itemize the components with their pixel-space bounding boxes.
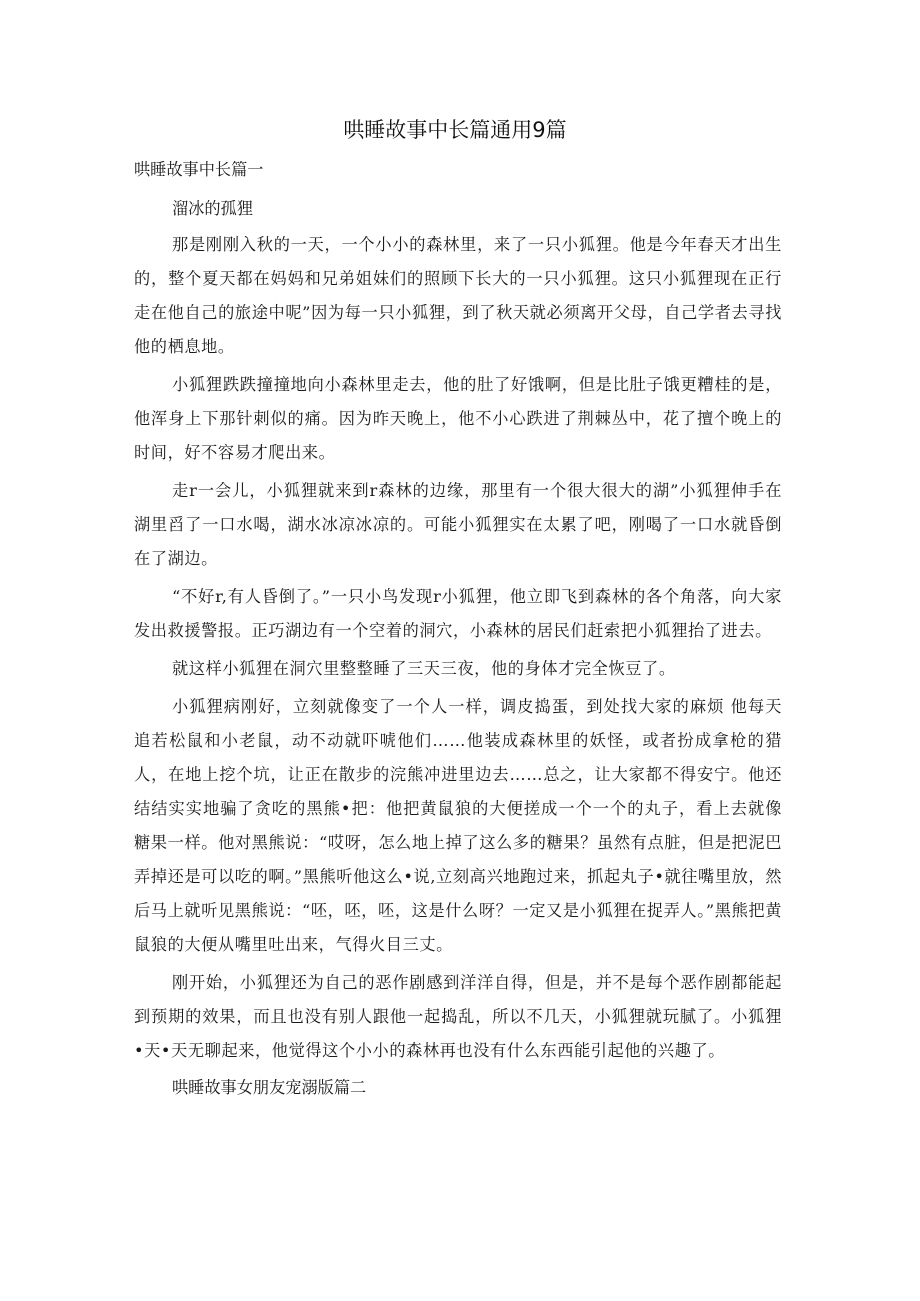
paragraph-2: 小狐狸跌跌撞撞地向小森林里走去，他的肚了好饿啊，但是比肚子饿更糟桂的是，他浑身上下那针刺似的痛。因为昨天晚上，他不小心跌进了荆棘丛中，花了擅个晚上的时间，好不容易才爬出来。 [134,375,782,462]
paragraph-5: 就这样小狐狸在洞穴里整整睡了三天三夜，他的身体才完全恢豆了。 [172,659,676,678]
paragraph-3: 走r一会儿，小狐狸就来到r森林的边缘，那里有一个很大很大的湖”小狐狸伸手在湖里舀了一口水喝，湖水冰凉冰凉的。可能小狐狸实在太累了吧，刚喝了一口水就昏倒在了湖边。 [134,481,782,568]
paragraph-4: “不好r,有人昏倒了。”一只小鸟发现r小狐狸，他立即飞到森林的各个角落，向大家发出救援警报。正巧湖边有一个空着的洞穴，小森林的居民们赶索把小狐狸抬了进去。 [134,587,782,640]
document-body [134,158,782,1105]
document-title: 哄睡故事中长篇通用9篇 [343,118,567,142]
section-heading: 哄睡故事中长篇一 [134,160,264,179]
paragraph-7: 刚开始，小狐狸还为自己的恶作剧感到洋洋自得，但是，并不是每个恶作剧都能起到预期的效果，而且也没有别人跟他一起捣乱，所以不几天，小狐狸就玩腻了。小狐狸•天•天无聊起来，他觉得这个小小的森林再也没有什么东西能引起他的兴趣了。 [134,973,782,1060]
next-section-heading: 哄睡故事女朋友宠溺版篇二 [172,1078,367,1097]
paragraph-6: 小狐狸病刚好，立刻就像变了一个人一样，调皮捣蛋，到处找大家的麻烦 他每天追若松鼠和小老鼠，动不动就吓唬他们……他装成森林里的妖怪，或者扮成拿枪的猎人，在地上挖个坑，让正在散步的浣熊冲进里边去……总之，让大家都不得安宁。他还结结实实地骗了贪吃的黑熊•把：他把黄鼠狼的大便搓成一个一个的丸子，看上去就像糖果一样。他对黑熊说：“哎呀，怎么地上掉了这么多的糖果？虽然有点脏，但是把泥巴弄掉还是可以吃的啊。”黑熊听他这么•说,立刻高兴地跑过来，抓起丸子•就往嘴里放，然后马上就听见黑熊说：“呸，呸，呸，这是什么呀？一定又是小狐狸在捉弄人。”黑熊把黄鼠狼的大便从嘴里吐出来，气得火目三丈。 [134,697,782,954]
paragraph-1: 那是刚刚入秋的一天，一个小小的森林里，来了一只小狐狸。他是今年春天才出生的，整个夏天都在妈妈和兄弟姐妹们的照顾下长大的一只小狐狸。这只小狐狸现在正行走在他自己的旅途中呢”因为每一只小狐狸，到了秋天就必须离开父母，自己学者去寻找他的栖息地。 [134,235,782,356]
story-title: 溜冰的孤狸 [172,199,253,218]
